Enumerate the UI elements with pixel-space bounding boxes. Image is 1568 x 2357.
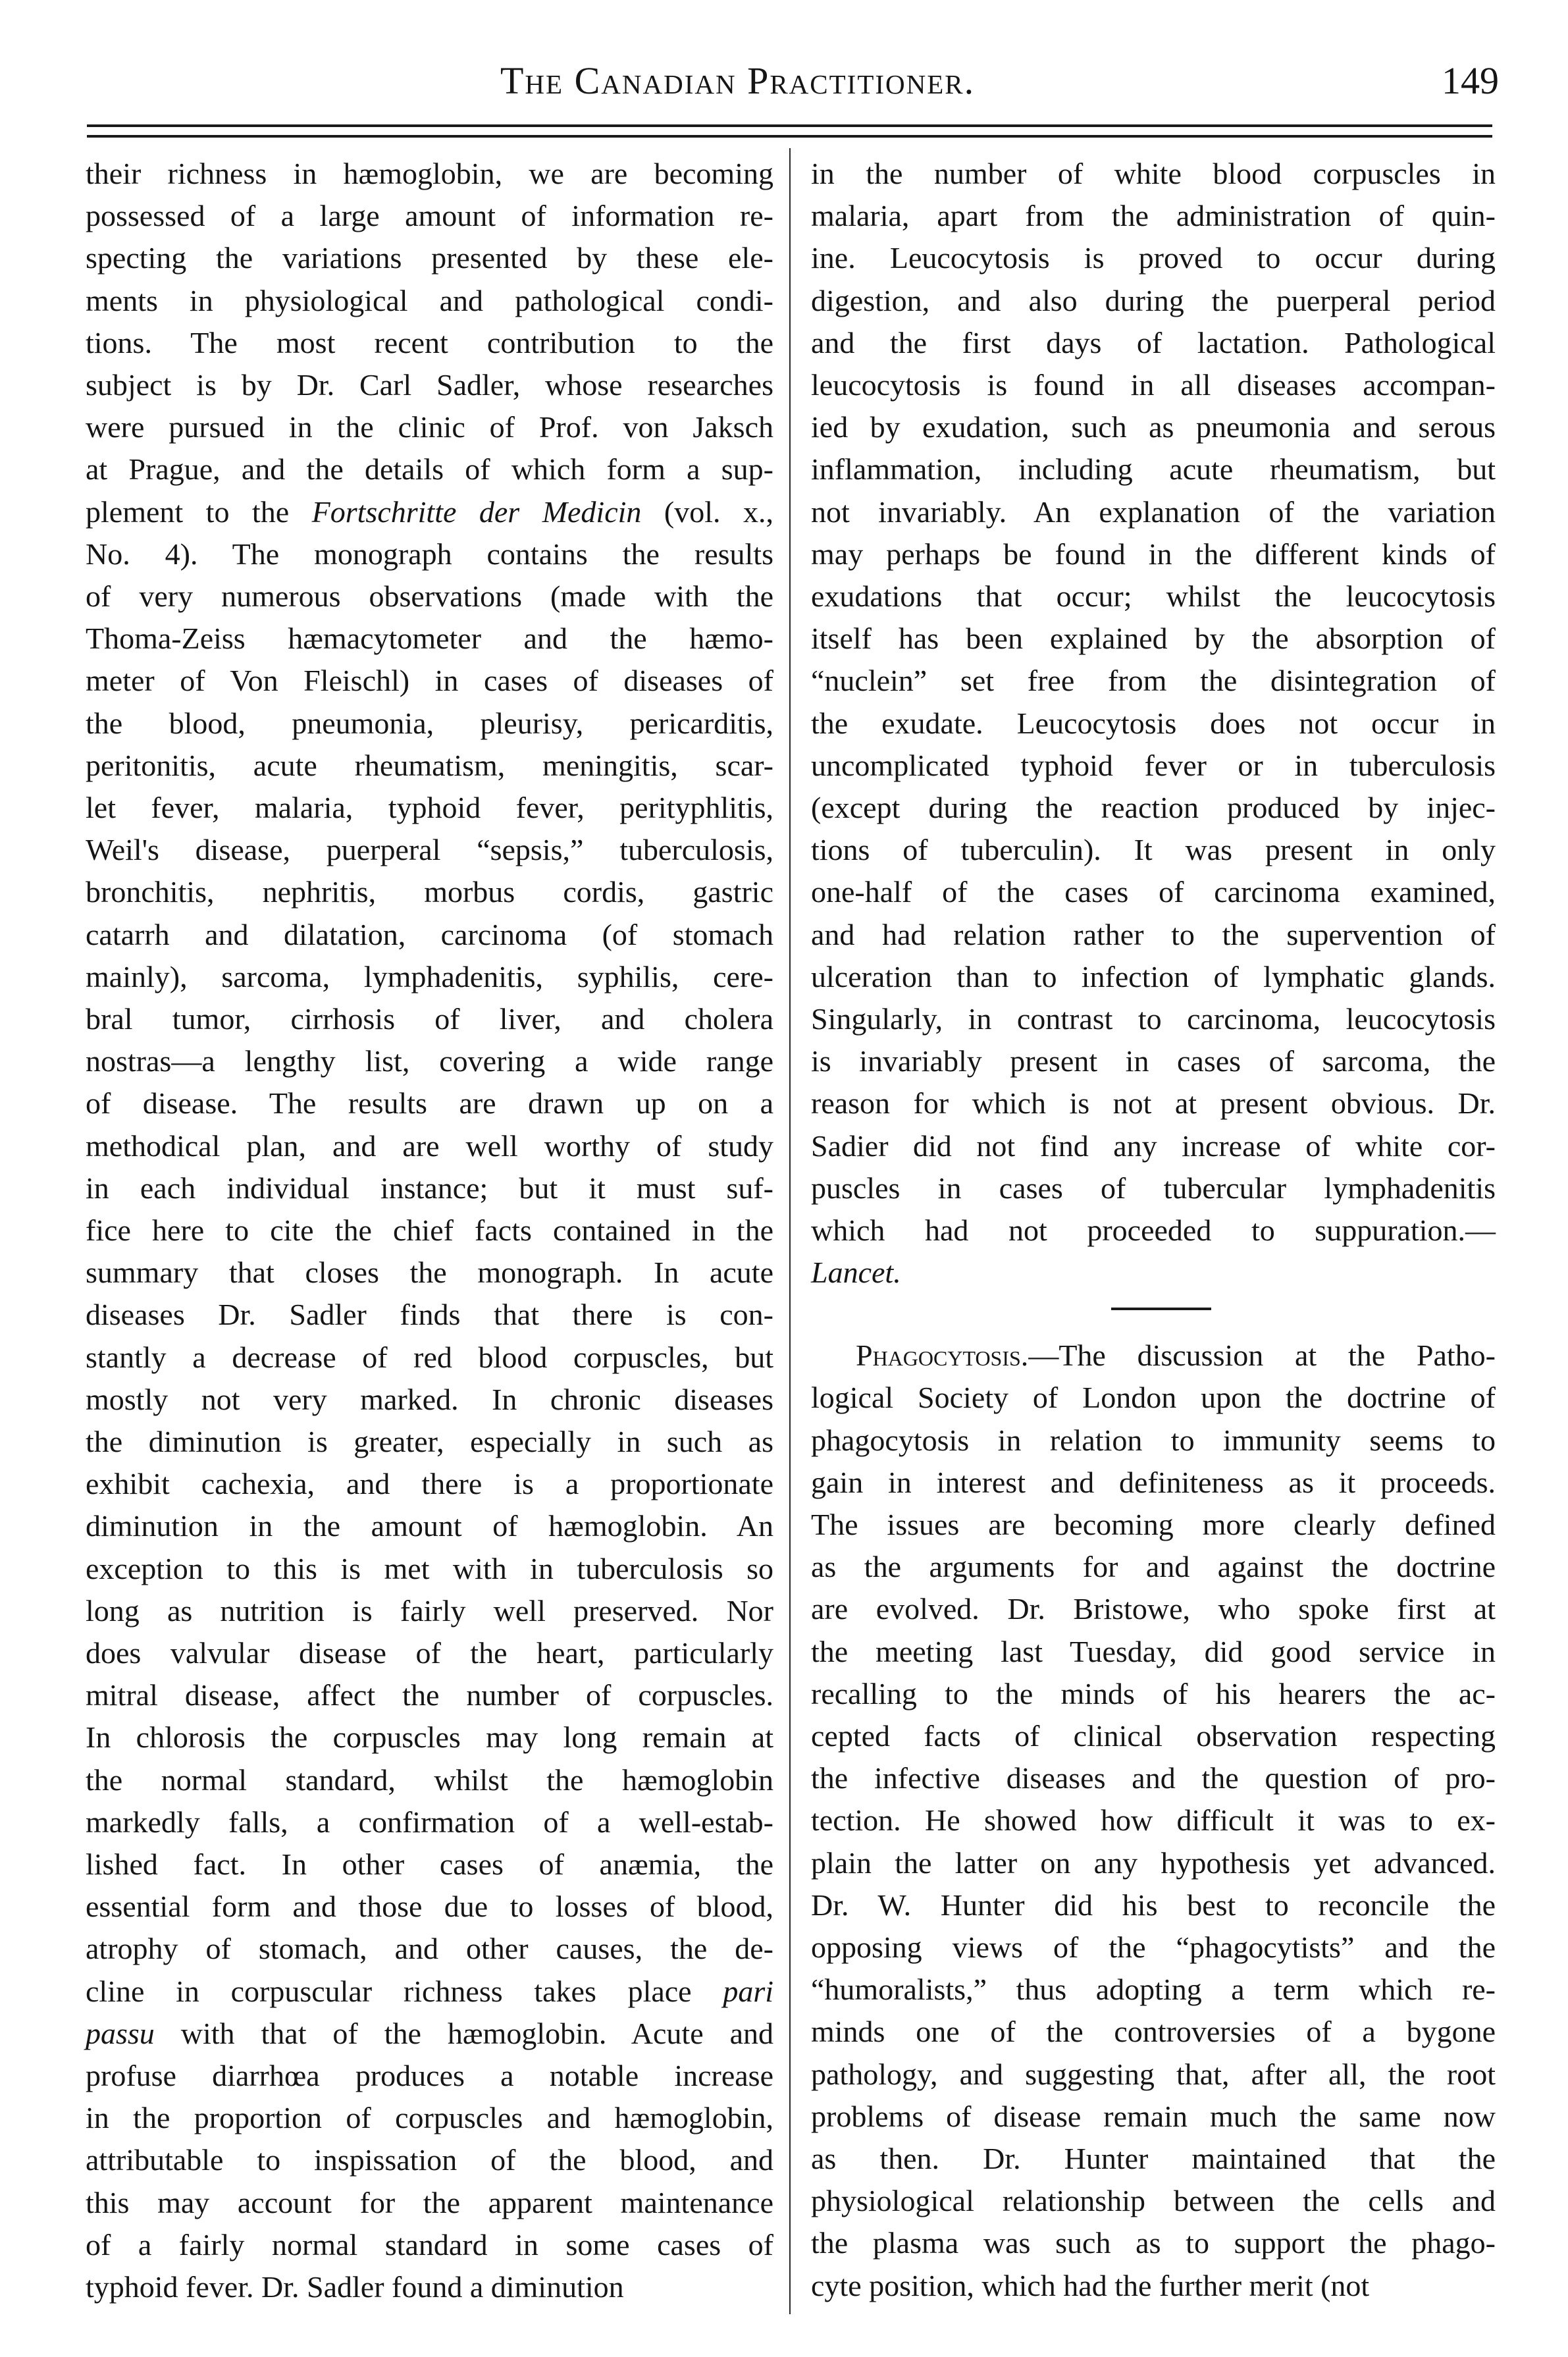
text-line: ied by exudation, such as pneumonia and serous — [811, 410, 1496, 444]
text-line: Weil's disease, puerperal “sepsis,” tuberculosis, — [86, 833, 773, 867]
text-line: specting the variations presented by these ele- — [86, 241, 773, 275]
section-heading: Phagocytosis. — [856, 1338, 1029, 1373]
text-line: diseases Dr. Sadler finds that there is con- — [86, 1298, 773, 1332]
text-line: methodical plan, and are well worthy of study — [86, 1128, 773, 1163]
text-line: of a fairly normal standard in some cases of — [86, 2227, 773, 2262]
text-line: and the first days of lactation. Pathological — [811, 325, 1496, 359]
text-line: the exudate. Leucocytosis does not occur in — [811, 706, 1496, 740]
text-line: possessed of a large amount of information re- — [86, 199, 773, 233]
text-line: plement to the Fortschritte der Medicin (vol. x., — [86, 494, 774, 529]
text-line: mitral disease, affect the number of corpuscles. — [86, 1678, 773, 1712]
text-line: exhibit cachexia, and there is a proportionate — [86, 1467, 773, 1501]
text-line: opposing views of the “phagocytists” and the — [811, 1930, 1496, 1964]
text-line: the infective diseases and the question of pro- — [811, 1761, 1496, 1795]
text-line: ulceration than to infection of lymphatic glands. — [811, 959, 1496, 993]
text-line: “humoralists,” thus adopting a term which re- — [811, 1973, 1496, 2007]
text-line: ments in physiological and pathological condi- — [86, 283, 773, 317]
text-line: their richness in hæmoglobin, we are becoming — [86, 157, 773, 190]
text-line: gain in interest and definiteness as it proceeds. — [811, 1465, 1496, 1499]
header-rule-top — [87, 124, 1492, 127]
text-line: Singularly, in contrast to carcinoma, leucocytosis — [811, 1002, 1496, 1036]
italic-phrase: Fortschritte der Medicin — [311, 494, 642, 529]
text-line: fice here to cite the chief facts contained in the — [86, 1213, 773, 1247]
text-line: the meeting last Tuesday, did good service in — [811, 1634, 1496, 1668]
text-line: may perhaps be found in the different kinds of — [811, 537, 1496, 571]
text-line: of disease. The results are drawn up on a — [86, 1086, 773, 1121]
text-line: in the proportion of corpuscles and hæmoglobin, — [86, 2101, 773, 2135]
text-line: leucocytosis is found in all diseases accompan- — [811, 368, 1496, 402]
text-line: the blood, pneumonia, pleurisy, pericarditis, — [86, 706, 773, 740]
text-line: pathology, and suggesting that, after all, the root — [811, 2057, 1496, 2091]
text-line: ine. Leucocytosis is proved to occur during — [811, 241, 1496, 275]
text-line: summary that closes the monograph. In acute — [86, 1256, 773, 1290]
text-line: is invariably present in cases of sarcoma, the — [811, 1044, 1496, 1078]
page-number: 149 — [1442, 59, 1499, 102]
text-line: were pursued in the clinic of Prof. von Jaksch — [86, 410, 773, 444]
section-first-line — [811, 1335, 1496, 1377]
text-line: reason for which is not at present obvious. Dr. — [811, 1086, 1496, 1121]
text-line: profuse diarrhœa produces a notable increase — [86, 2059, 773, 2092]
text-line: tions. The most recent contribution to the — [86, 325, 773, 359]
text-line: exudations that occur; whilst the leucocytosis — [811, 579, 1496, 613]
header-rule-bottom — [87, 135, 1492, 138]
text-line: “nuclein” set free from the disintegration of — [811, 664, 1496, 698]
italic-phrase: pari — [723, 1974, 773, 2008]
text-line: catarrh and dilatation, carcinoma (of stomach — [86, 917, 773, 951]
text-line: exception to this is met with in tuberculosis so — [86, 1551, 773, 1585]
source-citation-text: Lancet. — [811, 1256, 901, 1290]
running-head — [0, 58, 1568, 104]
text-line: bronchitis, nephritis, morbus cordis, gastric — [86, 875, 773, 909]
text-line: in each individual instance; but it must suf- — [86, 1171, 773, 1205]
text-line: physiological relationship between the cells and — [811, 2184, 1496, 2218]
italic-phrase: passu — [86, 2016, 155, 2050]
text-line: malaria, apart from the administration of quin- — [811, 199, 1496, 233]
text-line: which had not proceeded to suppuration.— — [811, 1213, 1496, 1247]
text-line: the normal standard, whilst the hæmoglobin — [86, 1762, 773, 1797]
text-line: lished fact. In other cases of anæmia, the — [86, 1847, 773, 1881]
section-first-line-text: —The discussion at the Patho- — [1028, 1338, 1496, 1373]
text-line: peritonitis, acute rheumatism, meningitis, scar- — [86, 748, 773, 782]
text-line: atrophy of stomach, and other causes, the de- — [86, 1932, 773, 1966]
text-line: uncomplicated typhoid fever or in tuberculosis — [811, 748, 1496, 782]
text-line: tection. He showed how difficult it was to ex- — [811, 1803, 1496, 1838]
text-line: essential form and those due to losses of blood, — [86, 1890, 773, 1924]
text-line: minds one of the controversies of a bygone — [811, 2015, 1496, 2049]
text-line: stantly a decrease of red blood corpuscles, but — [86, 1340, 773, 1374]
text-line: mostly not very marked. In chronic diseases — [86, 1382, 773, 1416]
text-line: not invariably. An explanation of the variation — [811, 494, 1496, 529]
text-line: cepted facts of clinical observation respecting — [811, 1719, 1496, 1753]
text-line: markedly falls, a confirmation of a well-estab- — [86, 1805, 773, 1839]
text-line: problems of disease remain much the same now — [811, 2099, 1496, 2133]
text-line: the plasma was such as to support the phago- — [811, 2226, 1496, 2260]
text-line: cyte position, which had the further merit (not — [811, 2268, 1370, 2302]
text-line: recalling to the minds of his hearers the ac- — [811, 1676, 1496, 1710]
text-line: puscles in cases of tubercular lymphadenitis — [811, 1171, 1496, 1205]
text-line: of very numerous observations (made with the — [86, 579, 773, 613]
text-line: subject is by Dr. Carl Sadler, whose researches — [86, 368, 773, 402]
text-line: are evolved. Dr. Bristowe, who spoke first at — [811, 1592, 1496, 1626]
text-line: and had relation rather to the supervention of — [811, 917, 1496, 951]
text-line: No. 4). The monograph contains the results — [86, 537, 773, 571]
text-line: phagocytosis in relation to immunity seems to — [811, 1423, 1496, 1457]
text-line: diminution in the amount of hæmoglobin. An — [86, 1509, 773, 1543]
text-line: attributable to inspissation of the blood, and — [86, 2143, 773, 2177]
text-line: one-half of the cases of carcinoma examined, — [811, 875, 1496, 909]
journal-title: The Canadian Practitioner. — [500, 59, 976, 102]
text-line: cline in corpuscular richness takes place pari — [86, 1974, 773, 2008]
text-line: typhoid fever. Dr. Sadler found a diminution — [86, 2270, 624, 2304]
text-line: Sadier did not find any increase of white cor- — [811, 1128, 1496, 1163]
text-line: this may account for the apparent maintenance — [86, 2185, 773, 2219]
text-line: let fever, malaria, typhoid fever, perityphlitis, — [86, 791, 773, 824]
text-line: (except during the reaction produced by injec- — [811, 791, 1496, 824]
text-line: itself has been explained by the absorption of — [811, 622, 1496, 656]
text-line: as the arguments for and against the doctrine — [811, 1550, 1496, 1584]
text-line: at Prague, and the details of which form a sup- — [86, 452, 773, 487]
text-line: digestion, and also during the puerperal period — [811, 283, 1496, 317]
text-line: mainly), sarcoma, lymphadenitis, syphilis, cere- — [86, 959, 773, 993]
text-line: does valvular disease of the heart, particularly — [86, 1636, 773, 1670]
text-line: Thoma-Zeiss hæmacytometer and the hæmo- — [86, 622, 773, 656]
text-line: The issues are becoming more clearly defined — [811, 1508, 1496, 1541]
text-line: In chlorosis the corpuscles may long remain at — [86, 1720, 773, 1755]
text-line: passu with that of the hæmoglobin. Acute and — [86, 2016, 773, 2050]
column-divider — [789, 148, 791, 2314]
text-line: logical Society of London upon the doctrine of — [811, 1381, 1496, 1415]
text-line: inflammation, including acute rheumatism, but — [811, 452, 1496, 487]
text-line: nostras—a lengthy list, covering a wide range — [86, 1044, 773, 1078]
text-line: bral tumor, cirrhosis of liver, and cholera — [86, 1002, 773, 1036]
text-line: tions of tuberculin). It was present in only — [811, 833, 1496, 867]
section-separator-rule — [1111, 1308, 1211, 1310]
text-line: long as nutrition is fairly well preserved. Nor — [86, 1593, 773, 1628]
text-line: meter of Von Fleischl) in cases of diseases of — [86, 664, 773, 698]
text-line: in the number of white blood corpuscles in — [811, 157, 1496, 190]
text-line: the diminution is greater, especially in such as — [86, 1425, 773, 1458]
source-citation — [811, 1252, 1496, 1294]
text-line: Dr. W. Hunter did his best to reconcile the — [811, 1888, 1496, 1922]
text-line: plain the latter on any hypothesis yet advanced. — [811, 1845, 1496, 1880]
text-line: as then. Dr. Hunter maintained that the — [811, 2142, 1496, 2175]
